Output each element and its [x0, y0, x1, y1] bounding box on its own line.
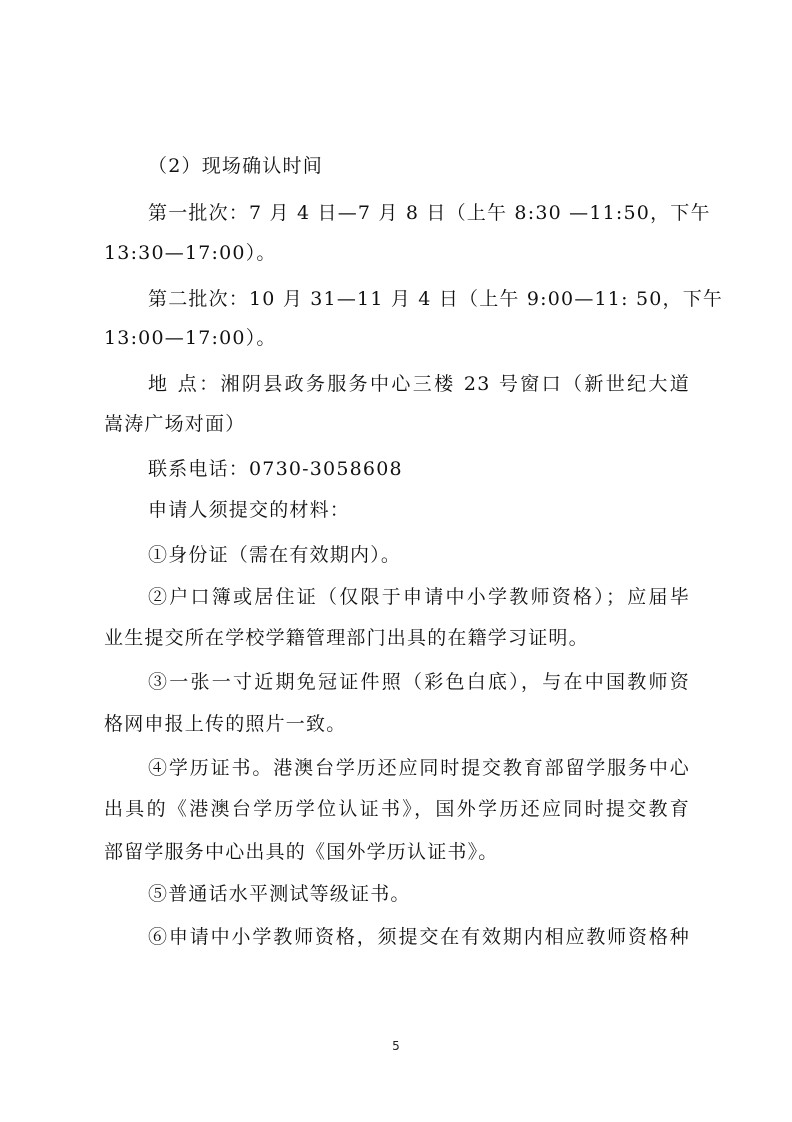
paragraph-line: 第二批次：10 月 31—11 月 4 日（上午 9:00—11: 50，下午: [148, 288, 724, 310]
list-item: ⑥申请中小学教师资格，须提交在有效期内相应教师资格种: [148, 926, 690, 948]
paragraph-line: 业生提交所在学校学籍管理部门出具的在籍学习证明。: [104, 627, 589, 649]
list-item: ⑤普通话水平测试等级证书。: [148, 883, 411, 905]
paragraph-line: 地 点：湘阴县政务服务中心三楼 23 号窗口（新世纪大道: [148, 373, 690, 395]
paragraph-line: 13:30—17:00）。: [104, 242, 277, 264]
page-number: 5: [392, 1039, 400, 1053]
list-item: ②户口簿或居住证（仅限于申请中小学教师资格）；应届毕: [148, 586, 690, 608]
list-item: ④学历证书。港澳台学历还应同时提交教育部留学服务中心: [148, 757, 690, 779]
paragraph-line: 申请人须提交的材料：: [148, 499, 351, 521]
paragraph-line: 嵩涛广场对面）: [104, 413, 246, 435]
contact-phone-line: 联系电话：0730-3058608: [148, 458, 403, 480]
paragraph-line: 格网申报上传的照片一致。: [104, 713, 347, 735]
section-heading: （2）现场确认时间: [148, 155, 323, 177]
paragraph-line: 第一批次：7 月 4 日—7 月 8 日（上午 8:30 —11:50，下午: [148, 202, 711, 224]
paragraph-line: 13:00—17:00）。: [104, 327, 277, 349]
paragraph-line: 出具的《港澳台学历学位认证书》，国外学历还应同时提交教育: [104, 798, 690, 820]
paragraph-line: 部留学服务中心出具的《国外学历认证书》。: [104, 841, 499, 863]
list-item: ③一张一寸近期免冠证件照（彩色白底），与在中国教师资: [148, 671, 690, 693]
list-item: ①身份证（需在有效期内）。: [148, 544, 402, 566]
